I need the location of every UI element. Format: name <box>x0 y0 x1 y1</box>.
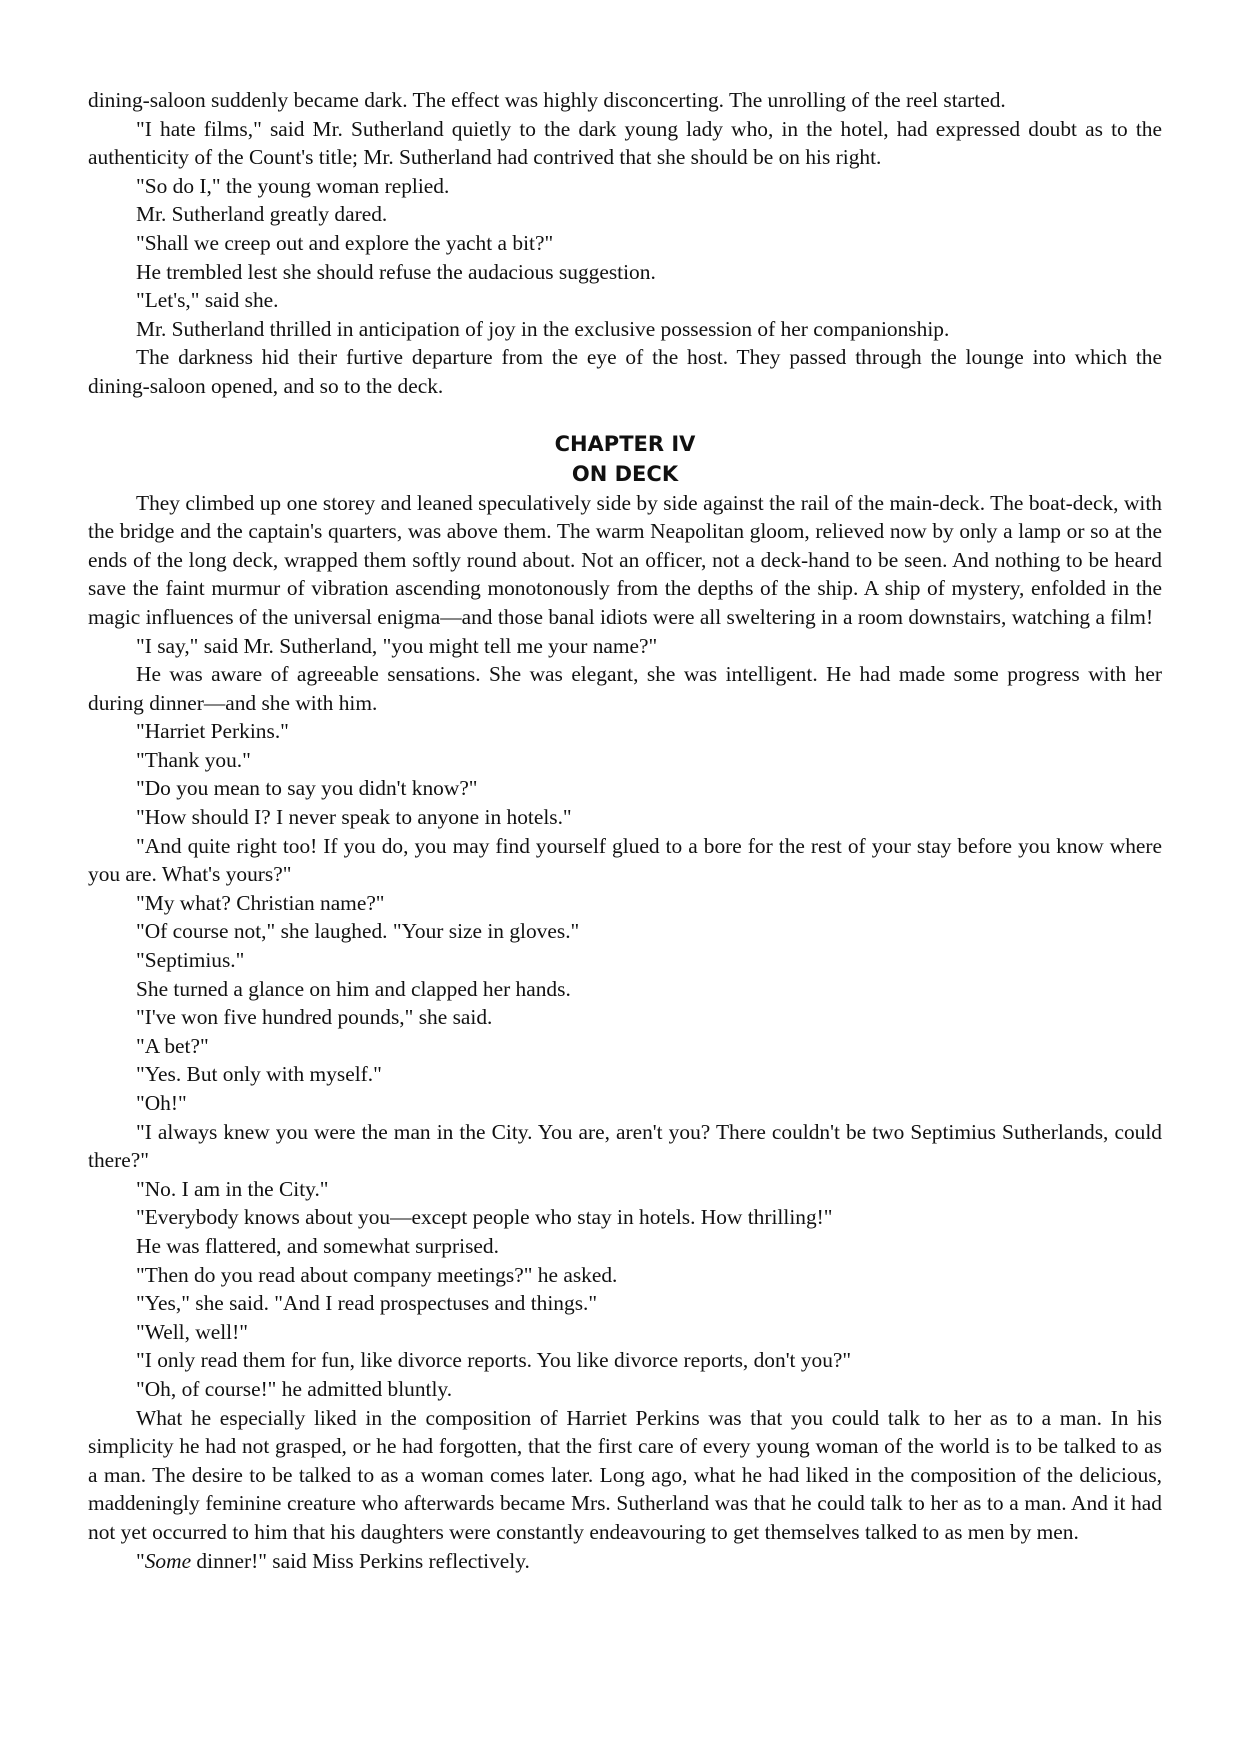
paragraph: He was aware of agreeable sensations. She was elegant, she was intelligent. He had made some progress with her during dinner—and she with him. <box>88 662 1162 715</box>
paragraph: "I always knew you were the man in the City. You are, aren't you? There couldn't be two Septimius Sutherlands, could there?" <box>88 1119 1162 1173</box>
paragraph: "Of course not," she laughed. "Your size in gloves." <box>136 919 580 944</box>
paragraph: "Shall we creep out and explore the yacht a bit?" <box>136 230 554 255</box>
chapter-number: CHAPTER IV <box>554 431 696 456</box>
paragraph: "Everybody knows about you—except people who stay in hotels. How thrilling!" <box>136 1205 833 1230</box>
paragraph: "No. I am in the City." <box>136 1176 329 1201</box>
book-page <box>88 0 1162 1575</box>
paragraph: "A bet?" <box>136 1033 209 1058</box>
chapter-title: ON DECK <box>571 461 679 486</box>
chapter-block <box>88 429 1162 1576</box>
paragraph: "Well, well!" <box>136 1319 248 1344</box>
paragraph: "Do you mean to say you didn't know?" <box>136 776 478 801</box>
last-paragraph <box>88 1547 1162 1576</box>
paragraph: "I only read them for fun, like divorce reports. You like divorce reports, don't you?" <box>136 1348 852 1373</box>
text-block-before-chapter <box>88 0 1162 401</box>
paragraph: She turned a glance on him and clapped her hands. <box>136 976 571 1001</box>
paragraph: What he especially liked in the composition of Harriet Perkins was that you could talk to her as to a man. In his simplicity he had not grasped, or he had forgotten, that the first care of every young woman of the world is to be talked to as a man. The desire to be talked to as a woman comes later. Long ago, what he had liked in the composition of the delicious, maddeningly feminine creature who afterwards became Mrs. Sutherland was that he could talk to her as to a man. And it had not yet occurred to him that his daughters were constantly endeavouring to get themselves talked to as men by men. <box>88 1405 1162 1544</box>
paragraph: "I hate films," said Mr. Sutherland quietly to the dark young lady who, in the hotel, had expressed doubt as to the authenticity of the Count's title; Mr. Sutherland had contrived that she should be on his right. <box>88 116 1162 170</box>
paragraph: "How should I? I never speak to anyone in hotels." <box>136 805 572 830</box>
paragraph: "Harriet Perkins." <box>136 719 289 744</box>
last-paragraph-lead: " <box>136 1548 145 1573</box>
paragraph: He was flattered, and somewhat surprised. <box>136 1233 499 1258</box>
paragraph: They climbed up one storey and leaned speculatively side by side against the rail of the main-deck. The boat-deck, with the bridge and the captain's quarters, was above them. The warm Neapolitan gloom, relieved now by only a lamp or so at the ends of the long deck, wrapped them softly round about. Not an officer, not a deck-hand to be seen. And nothing to be heard save the faint murmur of vibration ascending monotonously from the depths of the ship. A ship of mystery, enfolded in the magic influences of the universal enigma—and those banal idiots were all sweltering in a room downstairs, watching a film! <box>88 490 1162 629</box>
paragraph: Mr. Sutherland greatly dared. <box>136 202 388 227</box>
emphasis-some: Some <box>144 1548 192 1573</box>
paragraph: "I say," said Mr. Sutherland, "you might tell me your name?" <box>136 633 658 658</box>
paragraph: "Oh!" <box>136 1091 187 1115</box>
paragraph: "My what? Christian name?" <box>136 890 385 915</box>
paragraph: The darkness hid their furtive departure from the eye of the host. They passed through the lounge into which the dining-saloon opened, and so to the deck. <box>88 345 1162 398</box>
paragraph: Mr. Sutherland thrilled in anticipation of joy in the exclusive possession of her companionship. <box>136 316 950 341</box>
paragraph: "Thank you." <box>136 747 251 772</box>
paragraph: "I've won five hundred pounds," she said. <box>136 1005 493 1030</box>
paragraph: "Then do you read about company meetings?" he asked. <box>136 1262 618 1287</box>
paragraph: "So do I," the young woman replied. <box>136 173 450 198</box>
last-paragraph-rest: dinner!" said Miss Perkins reflectively. <box>191 1548 530 1573</box>
paragraph: "Oh, of course!" he admitted bluntly. <box>136 1376 453 1401</box>
paragraph: "Let's," said she. <box>136 288 279 313</box>
paragraph: dining-saloon suddenly became dark. The effect was highly disconcerting. The unrolling of the reel started. <box>88 88 1006 112</box>
paragraph: "And quite right too! If you do, you may find yourself glued to a bore for the rest of your stay before you know where you are. What's yours?" <box>88 833 1162 887</box>
paragraph: He trembled lest she should refuse the audacious suggestion. <box>136 259 656 284</box>
paragraph: "Septimius." <box>136 948 245 973</box>
paragraph: "Yes. But only with myself." <box>136 1062 382 1087</box>
paragraph: "Yes," she said. "And I read prospectuses and things." <box>136 1291 598 1316</box>
